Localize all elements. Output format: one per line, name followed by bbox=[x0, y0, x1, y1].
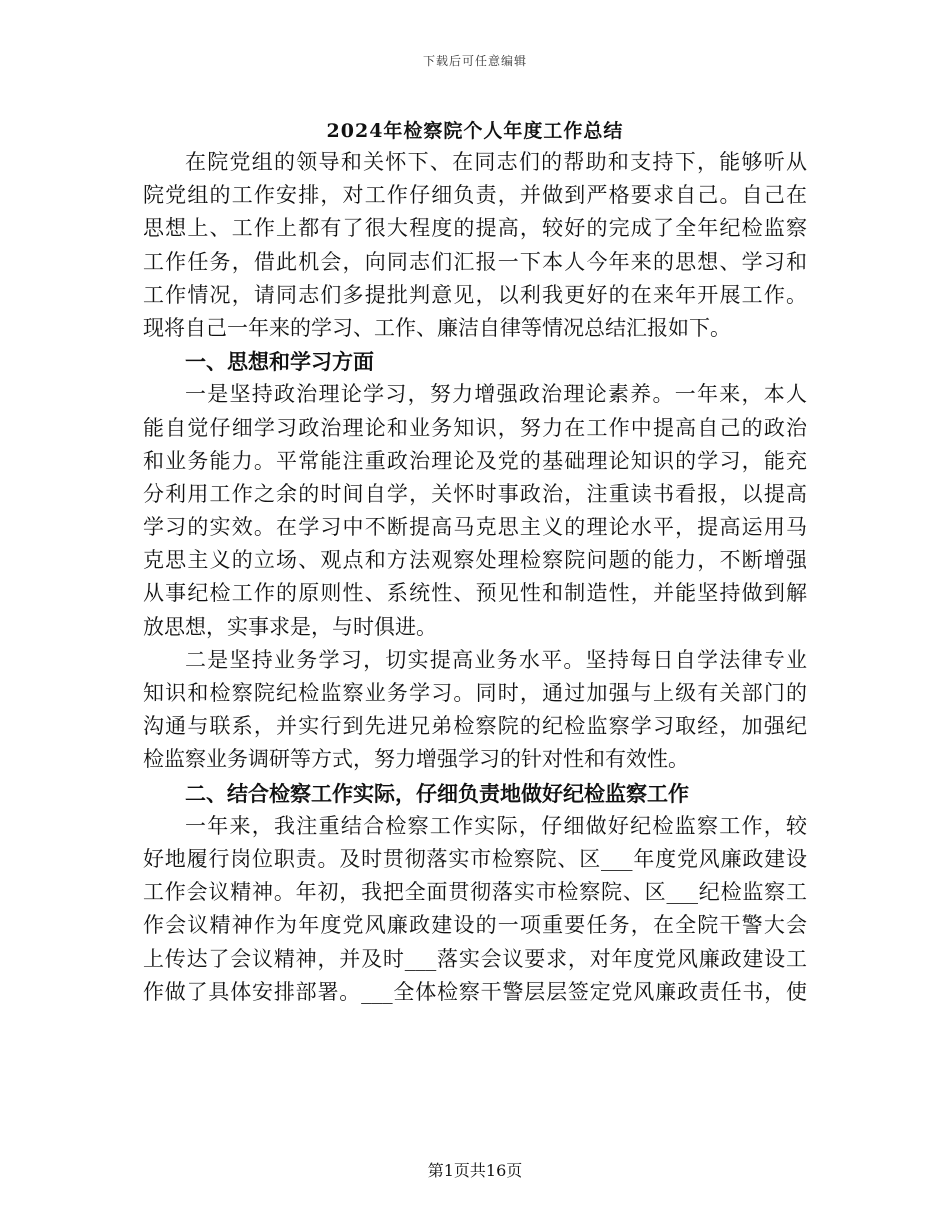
text-line: 分利用工作之余的时间自学，关怀时事政治，注重读书看报，以提高 bbox=[143, 481, 807, 506]
page-footer: 第1页共16页 bbox=[427, 1161, 523, 1180]
section-heading: 一、思想和学习方面 bbox=[185, 349, 374, 375]
text-line: 二是坚持业务学习，切实提高业务水平。坚持每日自学法律专业 bbox=[185, 647, 807, 672]
text-line: 克思主义的立场、观点和方法观察处理检察院问题的能力，不断增强 bbox=[143, 548, 807, 573]
text-line: 检监察业务调研等方式，努力增强学习的针对性和有效性。 bbox=[143, 747, 689, 772]
text-line: 和业务能力。平常能注重政治理论及党的基础理论知识的学习，能充 bbox=[143, 448, 807, 473]
text-line: 一年来，我注重结合检察工作实际，仔细做好纪检监察工作，较 bbox=[185, 813, 807, 838]
text-line: 从事纪检工作的原则性、系统性、预见性和制造性，并能坚持做到解 bbox=[143, 581, 807, 606]
text-line: 上传达了会议精神，并及时___落实会议要求，对年度党风廉政建设工 bbox=[143, 946, 807, 971]
text-line: 作做了具体安排部署。___全体检察干警层层签定党风廉政责任书，使 bbox=[143, 979, 807, 1004]
text-line: 能自觉仔细学习政治理论和业务知识，努力在工作中提高自己的政治 bbox=[143, 415, 807, 440]
text-line: 知识和检察院纪检监察业务学习。同时，通过加强与上级有关部门的 bbox=[143, 681, 807, 705]
text-line: 现将自己一年来的学习、工作、廉洁自律等情况总结汇报如下。 bbox=[143, 315, 731, 340]
text-line: 好地履行岗位职责。及时贯彻落实市检察院、区___年度党风廉政建设 bbox=[143, 846, 807, 871]
text-line: 思想上、工作上都有了很大程度的提高，较好的完成了全年纪检监察 bbox=[143, 216, 807, 241]
text-line: 学习的实效。在学习中不断提高马克思主义的理论水平，提高运用马 bbox=[143, 515, 807, 540]
header-note: 下载后可任意编辑 bbox=[422, 54, 527, 68]
document-body bbox=[143, 146, 807, 1009]
text-line: 工作任务，借此机会，向同志们汇报一下本人今年来的思想、学习和 bbox=[143, 249, 807, 274]
text-line: 放思想，实事求是，与时俱进。 bbox=[143, 614, 437, 639]
section-heading: 二、结合检察工作实际，仔细负责地做好纪检监察工作 bbox=[185, 780, 689, 806]
text-line: 工作会议精神。年初，我把全面贯彻落实市检察院、区___纪检监察工 bbox=[143, 880, 807, 905]
text-line: 工作情况，请同志们多提批判意见，以利我更好的在来年开展工作。 bbox=[143, 282, 807, 307]
document-title: 2024年检察院个人年度工作总结 bbox=[326, 120, 624, 142]
text-line: 作会议精神作为年度党风廉政建设的一项重要任务，在全院干警大会 bbox=[143, 913, 807, 938]
text-line: 一是坚持政治理论学习，努力增强政治理论素养。一年来，本人 bbox=[185, 382, 807, 407]
text-line: 院党组的工作安排，对工作仔细负责，并做到严格要求自己。自己在 bbox=[143, 183, 807, 208]
text-line: 在院党组的领导和关怀下、在同志们的帮助和支持下，能够听从 bbox=[185, 150, 807, 174]
text-line: 沟通与联系，并实行到先进兄弟检察院的纪检监察学习取经，加强纪 bbox=[143, 714, 807, 739]
